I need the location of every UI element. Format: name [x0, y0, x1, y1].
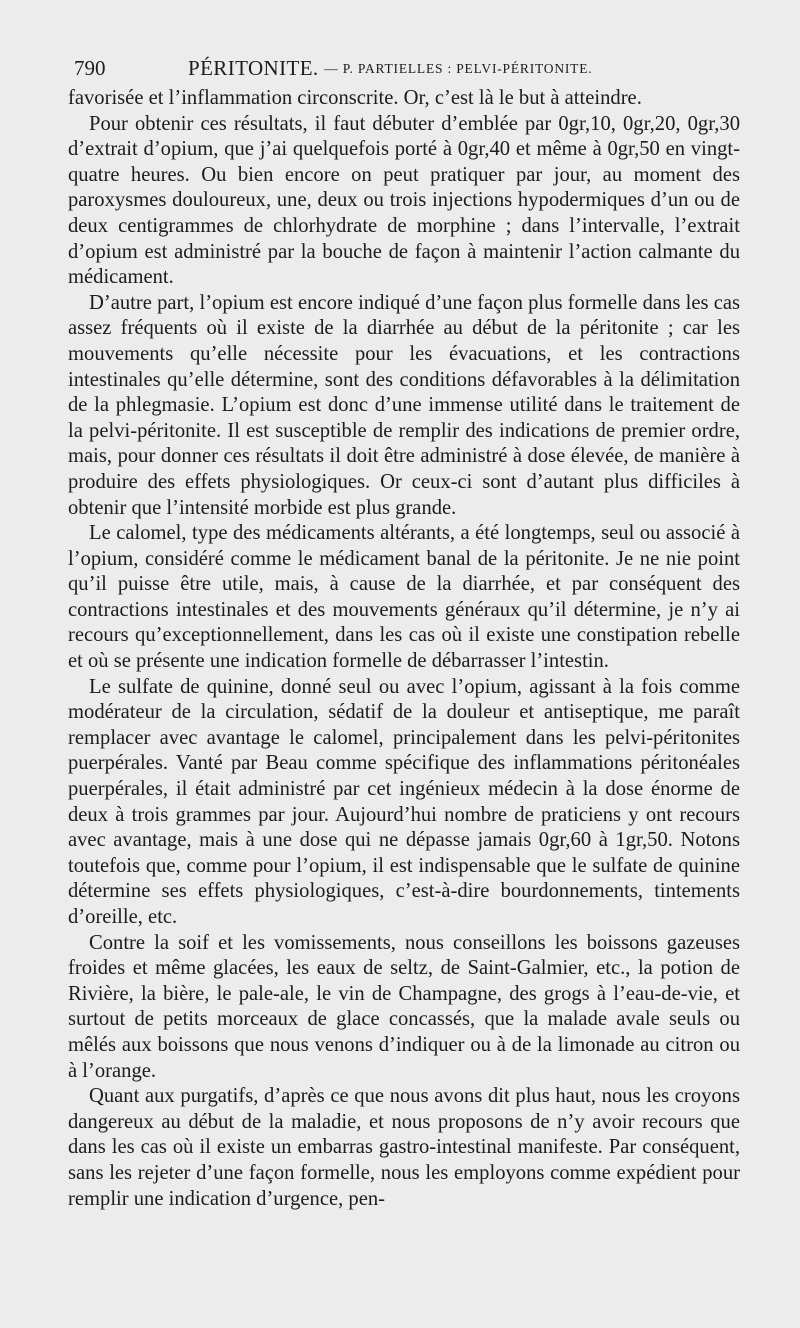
paragraph-continuation: favorisée et l’inflammation circonscrite. Or, c’est là le but à atteindre.: [68, 87, 642, 109]
paragraph-quinine: Le sulfate de quinine, donné seul ou avec l’opium, agissant à la fois comme modérateur de la circulation, sédatif de la douleur et antiseptique, me paraît remplacer avec avantage le calomel, principalement dans les pelvi-péritonites puerpérales. Vanté par Beau comme spécifique des inflammations péritonéales puerpérales, il était administré par cet ingénieux médecin à la dose énorme de deux à trois grammes par jour. Aujourd’hui nombre de praticiens y ont recours avec avantage, mais à une dose qui ne dépasse jamais 0gr,60 à 1gr,50. Notons toutefois que, comme pour l’opium, il est indispensable que le sulfate de quinine détermine ses effets physiologiques, c’est-à-dire bourdonnements, tintements d’oreille, etc.: [68, 675, 740, 928]
body-text: [68, 86, 740, 1212]
paragraph-calomel: Le calomel, type des médicaments altérants, a été longtemps, seul ou associé à l’opium, considéré comme le médicament banal de la péritonite. Je ne nie point qu’il puisse être utile, mais, à cause de la diarrhée, et par conséquent des contractions intestinales et des mouvements généraux qu’il détermine, je n’y ai recours qu’exceptionnellement, dans les cas où il existe une constipation rebelle et où se présente une indication formelle de débarrasser l’intestin.: [68, 522, 740, 673]
running-title-sub: — P. PARTIELLES : PELVI-PÉRITONITE.: [324, 61, 593, 76]
paragraph-opium-diarrhea: D’autre part, l’opium est encore indiqué d’une façon plus formelle dans les cas assez fréquents où il existe de la diarrhée au début de la péritonite ; car les mouvements qu’elle nécessite pour les évacuations, et les contractions intestinales qu’elle détermine, sont des conditions défavorables à la délimitation de la phlegmasie. L’opium est donc d’une immense utilité dans le traitement de la pelvi-péritonite. Il est susceptible de remplir des indications de premier ordre, mais, pour donner ces résultats il doit être administré à dose élevée, de manière à produire des effets physiologiques. Or ceux-ci sont d’autant plus difficiles à obtenir que l’intensité morbide est plus grande.: [68, 291, 740, 519]
running-title-main: PÉRITONITE.: [188, 56, 319, 80]
running-title: [188, 56, 592, 81]
paragraph-thirst-vomiting: Contre la soif et les vomissements, nous conseillons les boissons gazeuses froides et même glacées, les eaux de seltz, de Saint-Galmier, etc., la potion de Rivière, la bière, le pale-ale, le vin de Champagne, des grogs à l’eau-de-vie, et surtout de petits morceaux de glace concassés, que la malade avale seuls ou mêlés aux boissons que nous venons d’indiquer ou à de la limonade au citron ou à l’orange.: [68, 931, 740, 1082]
page-number: 790: [74, 56, 106, 80]
page-header: [74, 56, 734, 84]
paragraph-opium-dosage: Pour obtenir ces résultats, il faut débuter d’emblée par 0gr,10, 0gr,20, 0gr,30 d’extrait d’opium, que j’ai quelquefois porté à 0gr,40 et même à 0gr,50 en vingt-quatre heures. Ou bien encore on peut pratiquer par jour, au moment des paroxysmes douloureux, une, deux ou trois injections hypodermiques d’un ou de deux centigrammes de chlorhydrate de morphine ; dans l’intervalle, l’extrait d’opium est administré par la bouche de façon à maintenir l’action calmante du médicament.: [68, 112, 740, 289]
paragraph-purgatives: Quant aux purgatifs, d’après ce que nous avons dit plus haut, nous les croyons dangereux au début de la maladie, et nous proposons de n’y avoir recours que dans les cas où il existe un embarras gastro-intestinal manifeste. Par conséquent, sans les rejeter d’une façon formelle, nous les employons comme expédient pour remplir une indication d’urgence, pen-: [68, 1085, 740, 1210]
